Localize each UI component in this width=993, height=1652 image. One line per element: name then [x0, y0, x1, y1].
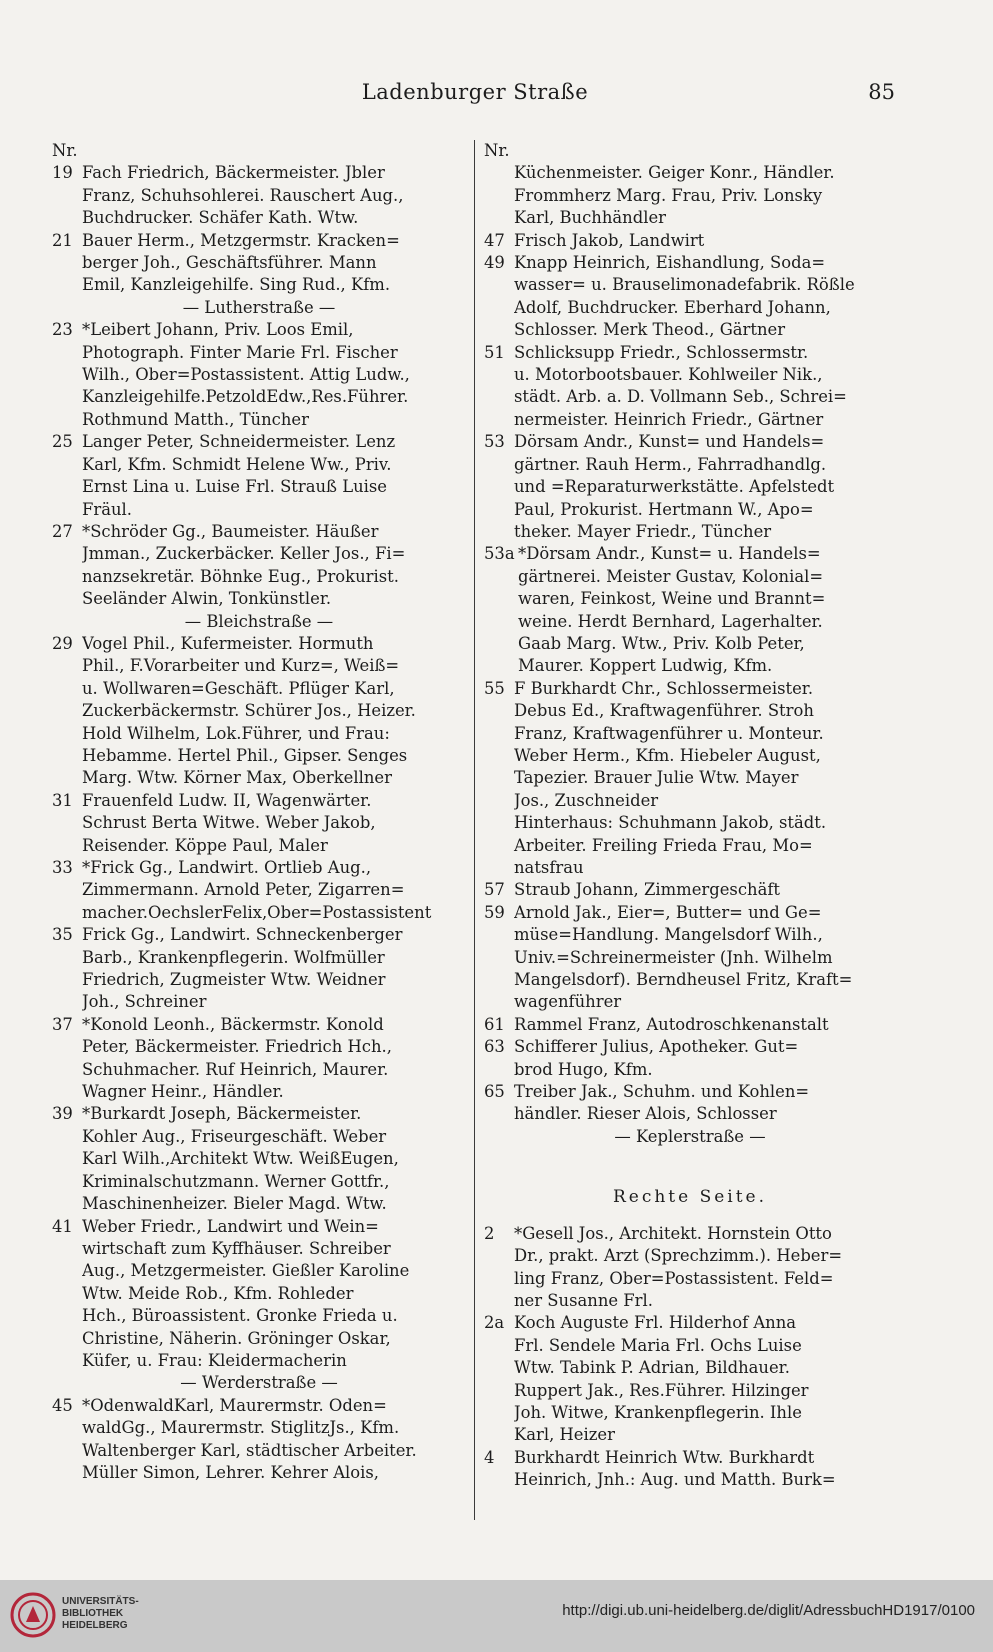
address-entry [52, 633, 466, 790]
resident-list [514, 1036, 896, 1081]
house-number: 33 [52, 858, 73, 877]
entry-line: händler. Rieser Alois, Schlosser [514, 1104, 777, 1124]
resident-list [514, 1312, 896, 1446]
university-seal-icon [10, 1592, 56, 1638]
entry-line: Jos., Zuschneider [514, 790, 659, 810]
address-entry [484, 230, 896, 252]
cross-street-marker: — Werderstraße — [180, 1373, 338, 1393]
entry-line: Schifferer Julius, Apotheker. Gut= [514, 1037, 799, 1057]
entry-line: Phil., F.Vorarbeiter und Kurz=, Weiß= [82, 656, 400, 676]
house-number: 49 [484, 253, 505, 273]
house-number: 39 [52, 1104, 73, 1124]
resident-list [514, 1081, 896, 1126]
entry-line: wasser= u. Brauselimonadefabrik. Rößle [514, 275, 855, 295]
entry-line: waren, Feinkost, Weine und Brannt= [518, 589, 826, 609]
entry-line: berger Joh., Geschäftsführer. Mann [82, 253, 377, 273]
house-number: 4 [484, 1447, 495, 1467]
entry-line: Weber Friedr., Landwirt und Wein= [82, 1216, 379, 1236]
house-number: 61 [484, 1014, 505, 1034]
entry-line: F Burkhardt Chr., Schlossermeister. [514, 678, 814, 698]
resident-list [82, 162, 466, 229]
house-number: 47 [484, 230, 505, 250]
resident-list [514, 678, 896, 812]
address-entry [484, 252, 896, 342]
entry-line: Schuhmacher. Ruf Heinrich, Maurer. [82, 1059, 389, 1079]
entry-line: städt. Arb. a. D. Vollmann Seb., Schrei= [514, 387, 847, 407]
entry-line: müse=Handlung. Mangelsdorf Wilh., [514, 925, 823, 945]
cross-street-marker: — Bleichstraße — [184, 611, 334, 631]
entry-line: Kanzleigehilfe.PetzoldEdw.,Res.Führer. [82, 387, 409, 407]
entry-line: ner Susanne Frl. [514, 1290, 653, 1310]
house-number: 2a [484, 1313, 505, 1333]
resident-list [82, 1216, 466, 1373]
entry-line: Frauenfeld Ludw. II, Wagenwärter. [82, 790, 372, 810]
house-number: 53 [484, 432, 505, 452]
resident-list [518, 543, 896, 677]
entry-line: Hold Wilhelm, Lok.Führer, und Frau: [82, 723, 390, 743]
entry-line: *Konold Leonh., Bäckermstr. Konold [82, 1014, 384, 1034]
right-column [484, 140, 896, 1492]
entry-line: brod Hugo, Kfm. [514, 1059, 653, 1079]
resident-list [514, 1014, 896, 1036]
entry-line: Weber Herm., Kfm. Hiebeler August, [514, 745, 821, 765]
entry-line: Küfer, u. Frau: Kleidermacherin [82, 1350, 347, 1370]
entry-line: Emil, Kanzleigehilfe. Sing Rud., Kfm. [82, 275, 391, 295]
address-entry [484, 543, 896, 677]
entry-line: Frommherz Marg. Frau, Priv. Lonsky [514, 185, 823, 205]
entry-line: macher.OechslerFelix,Ober=Postassistent [82, 902, 432, 922]
entry-line: Rammel Franz, Autodroschkenanstalt [514, 1014, 829, 1034]
entry-line: Rothmund Matth., Tüncher [82, 409, 309, 429]
address-entry [52, 924, 466, 1014]
entry-line: Ernst Lina u. Luise Frl. Strauß Luise [82, 477, 388, 497]
entry-line: Wtw. Meide Rob., Kfm. Rohleder [82, 1283, 354, 1303]
entry-line: Dörsam Andr., Kunst= und Handels= [514, 432, 825, 452]
entry-line: Schlicksupp Friedr., Schlossermstr. [514, 342, 809, 362]
house-number: 19 [52, 163, 73, 183]
entry-line: Seeländer Alwin, Tonkünstler. [82, 589, 332, 609]
address-entry [484, 902, 896, 1014]
address-entry [484, 1014, 896, 1036]
entry-line: Frl. Sendele Maria Frl. Ochs Luise [514, 1335, 802, 1355]
resident-list [82, 1014, 466, 1104]
entry-line: *Leibert Johann, Priv. Loos Emil, [82, 320, 354, 340]
library-logo-text [62, 1596, 139, 1632]
entry-line: Müller Simon, Lehrer. Kehrer Alois, [82, 1462, 380, 1482]
resident-list [82, 633, 466, 790]
house-number: 65 [484, 1082, 505, 1102]
entry-line: Kriminalschutzmann. Werner Gottfr., [82, 1171, 390, 1191]
entry-line: Zuckerbäckermstr. Schürer Jos., Heizer. [82, 701, 416, 721]
entry-line: wagenführer [514, 992, 622, 1012]
entry-line: theker. Mayer Friedr., Tüncher [514, 521, 772, 541]
entry-line: Burkhardt Heinrich Wtw. Burkhardt [514, 1447, 815, 1467]
logo-line: UNIVERSITÄTS- [62, 1596, 139, 1607]
house-number: 37 [52, 1014, 73, 1034]
house-number: 59 [484, 902, 505, 922]
address-entry [484, 342, 896, 432]
entry-line: Koch Auguste Frl. Hilderhof Anna [514, 1313, 797, 1333]
address-entry [52, 790, 466, 857]
entry-line: Mangelsdorf). Berndheusel Fritz, Kraft= [514, 970, 853, 990]
entry-line: *Dörsam Andr., Kunst= u. Handels= [518, 544, 821, 564]
entry-line: Frisch Jakob, Landwirt [514, 230, 705, 250]
entry-line: Schlosser. Merk Theod., Gärtner [514, 320, 786, 340]
section-heading: Rechte Seite. [612, 1187, 768, 1208]
resident-list [514, 902, 896, 1014]
entry-line: Marg. Wtw. Körner Max, Oberkellner [82, 768, 392, 788]
house-number: 21 [52, 230, 73, 250]
entry-line: Frick Gg., Landwirt. Schneckenberger [82, 925, 403, 945]
address-entry [484, 879, 896, 901]
address-entry [52, 857, 466, 924]
nr-label: Nr. [484, 141, 510, 160]
house-number: 35 [52, 925, 73, 945]
entry-line: Jmman., Zuckerbäcker. Keller Jos., Fi= [82, 544, 406, 564]
resident-list [514, 230, 896, 252]
address-entry [484, 678, 896, 812]
resident-list [82, 521, 466, 611]
column-divider [474, 140, 475, 1520]
entry-line: *OdenwaldKarl, Maurermstr. Oden= [82, 1395, 387, 1415]
entry-line: Arbeiter. Freiling Frieda Frau, Mo= [514, 835, 813, 855]
entry-line: Vogel Phil., Kufermeister. Hormuth [82, 633, 374, 653]
resident-list [82, 1103, 466, 1215]
entry-line: Ruppert Jak., Res.Führer. Hilzinger [514, 1380, 809, 1400]
entry-line: Reisender. Köppe Paul, Maler [82, 835, 328, 855]
entry-line: Fräul. [82, 499, 132, 519]
house-number: 25 [52, 432, 73, 452]
resident-list [82, 431, 466, 521]
entry-line: Küchenmeister. Geiger Konr., Händler. [514, 163, 835, 183]
house-number: 63 [484, 1037, 505, 1057]
entry-line: Wagner Heinr., Händler. [82, 1082, 284, 1102]
entry-line: Zimmermann. Arnold Peter, Zigarren= [82, 880, 405, 900]
resident-list [82, 319, 466, 431]
entry-line: *Schröder Gg., Baumeister. Häußer [82, 521, 379, 541]
entry-line: Maurer. Koppert Ludwig, Kfm. [518, 656, 773, 676]
resident-list [514, 879, 896, 901]
house-number: 41 [52, 1216, 73, 1236]
entry-line: Maschinenheizer. Bieler Magd. Wtw. [82, 1194, 387, 1214]
entry-line: Karl, Heizer [514, 1425, 615, 1445]
address-entry [484, 1081, 896, 1126]
entry-line: Karl, Buchhändler [514, 208, 667, 228]
entry-line: Buchdrucker. Schäfer Kath. Wtw. [82, 208, 359, 228]
left-column [52, 140, 466, 1484]
entry-line: Karl, Kfm. Schmidt Helene Ww., Priv. [82, 454, 392, 474]
entry-line: Tapezier. Brauer Julie Wtw. Mayer [514, 768, 799, 788]
viewer-footer [0, 1580, 993, 1652]
house-number: 29 [52, 633, 73, 653]
resident-list [514, 342, 896, 432]
house-number: 2 [484, 1223, 495, 1243]
house-number: 31 [52, 790, 73, 810]
address-entry [484, 431, 896, 543]
entry-line: Treiber Jak., Schuhm. und Kohlen= [514, 1082, 810, 1102]
entry-line: Wtw. Tabink P. Adrian, Bildhauer. [514, 1358, 790, 1378]
address-entry [484, 1447, 896, 1492]
address-entry [52, 1395, 466, 1485]
resident-list [514, 431, 896, 543]
address-entry [52, 431, 466, 521]
entry-line: u. Motorbootsbauer. Kohlweiler Nik., [514, 365, 823, 385]
entry-line: Arnold Jak., Eier=, Butter= und Ge= [514, 902, 822, 922]
logo-line: BIBLIOTHEK [62, 1608, 124, 1619]
entry-line: Joh. Witwe, Krankenpflegerin. Ihle [514, 1402, 802, 1422]
entry-line: Univ.=Schreinermeister (Jnh. Wilhelm [514, 947, 833, 967]
entry-line: Bauer Herm., Metzgermstr. Kracken= [82, 230, 400, 250]
entry-line: Karl Wilh.,Architekt Wtw. WeißEugen, [82, 1149, 399, 1169]
entry-line: Friedrich, Zugmeister Wtw. Weidner [82, 970, 386, 990]
house-number: 27 [52, 521, 73, 541]
entry-line: Barb., Krankenpflegerin. Wolfmüller [82, 947, 385, 967]
page-header [55, 80, 895, 114]
entry-line: Adolf, Buchdrucker. Eberhard Johann, [514, 297, 831, 317]
entry-line: weine. Herdt Bernhard, Lagerhalter. [518, 611, 823, 631]
source-url-link[interactable]: http://digi.ub.uni-heidelberg.de/diglit/AdressbuchHD1917/0100 [562, 1602, 975, 1619]
entry-line: nermeister. Heinrich Friedr., Gärtner [514, 409, 824, 429]
address-entry [52, 1014, 466, 1104]
entry-line: Schrust Berta Witwe. Weber Jakob, [82, 813, 376, 833]
entry-line: waldGg., Maurermstr. StiglitzJs., Kfm. [82, 1418, 400, 1438]
entry-line: Waltenberger Karl, städtischer Arbeiter. [82, 1440, 417, 1460]
entry-line: Knapp Heinrich, Eishandlung, Soda= [514, 253, 826, 273]
resident-list [82, 1395, 466, 1485]
entry-line: natsfrau [514, 858, 584, 877]
entry-line: Joh., Schreiner [82, 992, 207, 1012]
entry-line: Dr., prakt. Arzt (Sprechzimm.). Heber= [514, 1246, 843, 1266]
logo-line: HEIDELBERG [62, 1620, 128, 1631]
house-number: 57 [484, 880, 505, 900]
house-number: 45 [52, 1395, 73, 1415]
address-entry [52, 230, 466, 297]
entry-line: nanzsekretär. Böhnke Eug., Prokurist. [82, 566, 399, 586]
entry-line: gärtnerei. Meister Gustav, Kolonial= [518, 566, 824, 586]
entry-line: wirtschaft zum Kyffhäuser. Schreiber [82, 1238, 391, 1258]
page-number: 85 [868, 80, 895, 104]
cross-street-marker: — Keplerstraße — [614, 1126, 766, 1146]
entry-line: Fach Friedrich, Bäckermeister. Jbler [82, 163, 385, 183]
resident-list [82, 857, 466, 924]
resident-list [514, 1447, 896, 1492]
house-number: 53a [484, 544, 515, 564]
entry-line: *Gesell Jos., Architekt. Hornstein Otto [514, 1223, 832, 1243]
page-title: Ladenburger Straße [361, 80, 589, 104]
entry-line: Hebamme. Hertel Phil., Gipser. Senges [82, 745, 408, 765]
entry-line: Franz, Schuhsohlerei. Rauschert Aug., [82, 185, 404, 205]
resident-list [82, 230, 466, 297]
cross-street-marker: — Lutherstraße — [182, 297, 336, 317]
resident-list [514, 252, 896, 342]
entry-line: Langer Peter, Schneidermeister. Lenz [82, 432, 396, 452]
entry-line: *Burkardt Joseph, Bäckermeister. [82, 1104, 362, 1124]
nr-label: Nr. [52, 141, 78, 160]
entry-line: Kohler Aug., Friseurgeschäft. Weber [82, 1126, 387, 1146]
entry-line: Straub Johann, Zimmergeschäft [514, 880, 780, 900]
address-entry [52, 1216, 466, 1373]
entry-line: Hch., Büroassistent. Gronke Frieda u. [82, 1306, 398, 1326]
resident-list [82, 924, 466, 1014]
entry-line: Christine, Näherin. Gröninger Oskar, [82, 1328, 391, 1348]
entry-line: Photograph. Finter Marie Frl. Fischer [82, 342, 398, 362]
entry-line: Paul, Prokurist. Hertmann W., Apo= [514, 499, 814, 519]
entry-line: gärtner. Rauh Herm., Fahrradhandlg. [514, 454, 827, 474]
resident-list [82, 790, 466, 857]
house-number: 23 [52, 320, 73, 340]
entry-line: und =Reparaturwerkstätte. Apfelstedt [514, 477, 835, 497]
address-entry [52, 319, 466, 431]
address-entry [484, 1036, 896, 1081]
house-number: 55 [484, 678, 505, 698]
entry-line: Hinterhaus: Schuhmann Jakob, städt. [514, 813, 827, 833]
continued-entry [484, 812, 896, 879]
address-entry [52, 521, 466, 611]
entry-line: Aug., Metzgermeister. Gießler Karoline [82, 1261, 410, 1281]
resident-list [514, 1223, 896, 1313]
address-entry [484, 1223, 896, 1313]
entry-line: Franz, Kraftwagenführer u. Monteur. [514, 723, 824, 743]
entry-line: *Frick Gg., Landwirt. Ortlieb Aug., [82, 858, 372, 877]
entry-line: Peter, Bäckermeister. Friedrich Hch., [82, 1037, 392, 1057]
entry-line: Heinrich, Jnh.: Aug. und Matth. Burk= [514, 1470, 836, 1490]
house-number: 51 [484, 342, 505, 362]
address-entry [52, 1103, 466, 1215]
entry-line: Debus Ed., Kraftwagenführer. Stroh [514, 701, 814, 721]
entry-line: Wilh., Ober=Postassistent. Attig Ludw., [82, 365, 410, 385]
continued-entry [484, 162, 896, 229]
address-entry [484, 1312, 896, 1446]
entry-line: Gaab Marg. Wtw., Priv. Kolb Peter, [518, 633, 805, 653]
entry-line: ling Franz, Ober=Postassistent. Feld= [514, 1268, 834, 1288]
entry-line: u. Wollwaren=Geschäft. Pflüger Karl, [82, 678, 395, 698]
address-entry [52, 162, 466, 229]
